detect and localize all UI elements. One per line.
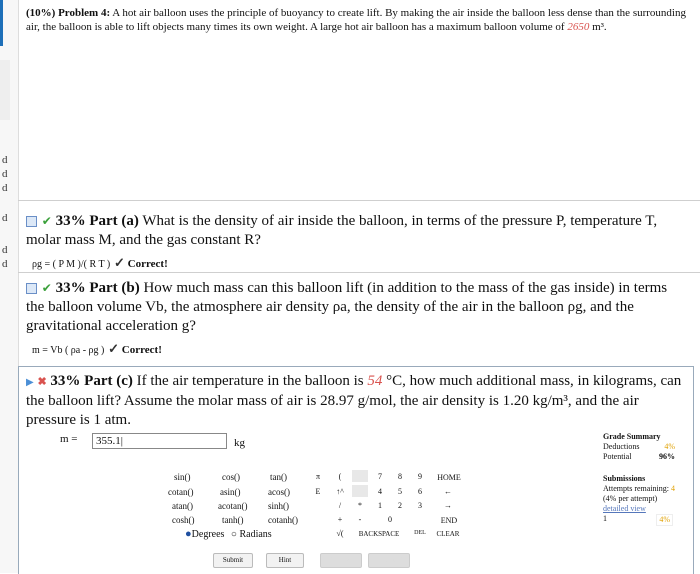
part-c-question-pre: If the air temperature in the balloon is bbox=[136, 373, 364, 389]
problem-text: A hot air balloon uses the principle of buoyancy to create lift. By making the air inside the balloon less dense than the surrounding air, the balloon is able to lift objects many times its own weight. A large hot air balloon has a maximum balloon volume of bbox=[26, 7, 686, 33]
func-tan[interactable]: tan() bbox=[270, 472, 287, 482]
func-sinh[interactable]: sinh() bbox=[268, 501, 289, 511]
key-8[interactable]: 8 bbox=[398, 472, 402, 481]
attempts-value: 4 bbox=[671, 484, 675, 493]
give-up-button[interactable]: I give up! bbox=[368, 553, 410, 568]
left-accent-bar bbox=[0, 0, 3, 46]
problem-label: (10%) Problem 4: bbox=[26, 7, 111, 19]
hint-button[interactable]: Hint bbox=[266, 553, 304, 568]
left-arrow-key[interactable]: ← bbox=[444, 487, 452, 496]
key-7[interactable]: 7 bbox=[378, 472, 382, 481]
part-a-header: 33% Part (a) bbox=[55, 213, 139, 229]
part-b-answer: m = Vb ( ρa - ρg ) bbox=[32, 345, 105, 356]
left-fragment: d bbox=[2, 258, 8, 270]
left-fragment: d bbox=[2, 168, 8, 180]
attempts-text: Attempts remaining: bbox=[603, 484, 669, 493]
detailed-view-link[interactable]: detailed view bbox=[603, 504, 646, 513]
answer-input[interactable]: 355.1| bbox=[92, 433, 227, 449]
left-fragment: d bbox=[2, 244, 8, 256]
key-0[interactable]: 0 bbox=[388, 515, 392, 524]
checkmark-icon: ✓ bbox=[108, 341, 120, 356]
part-b-header: 33% Part (b) bbox=[55, 280, 140, 296]
func-sin[interactable]: sin() bbox=[174, 472, 191, 482]
func-cos[interactable]: cos() bbox=[222, 472, 240, 482]
key-plus[interactable]: + bbox=[337, 515, 343, 524]
func-cotan[interactable]: cotan() bbox=[168, 487, 194, 497]
play-triangle-icon[interactable]: ▶ bbox=[26, 377, 34, 388]
feedback-button[interactable]: Feedback bbox=[320, 553, 362, 568]
part-b bbox=[26, 279, 686, 360]
part-c-question-post: °C, how much additional mass, in kilograms, can the balloon lift? Assume the molar mass of air is 28.97 g/mol, the air density is 1.20 kg/m³, and the air pressure is 1 atm. bbox=[26, 373, 682, 428]
key-blank[interactable] bbox=[352, 485, 368, 497]
func-atan[interactable]: atan() bbox=[172, 501, 193, 511]
left-fragment: d bbox=[2, 212, 8, 224]
func-tanh[interactable]: tanh() bbox=[222, 515, 244, 525]
divider bbox=[18, 200, 700, 201]
answer-label: m = bbox=[60, 433, 78, 445]
expand-icon[interactable] bbox=[26, 283, 37, 294]
part-a-status bbox=[113, 255, 168, 270]
per-attempt: (4% per attempt) bbox=[603, 494, 658, 503]
grade-summary-title: Grade Summary bbox=[603, 432, 661, 441]
func-cotanh[interactable]: cotanh() bbox=[268, 515, 298, 525]
part-c-header: 33% Part (c) bbox=[50, 373, 133, 389]
submission-percent: 4% bbox=[656, 514, 673, 526]
key-home[interactable]: HOME bbox=[437, 473, 461, 482]
degrees-label: Degrees bbox=[191, 529, 225, 540]
check-icon: ✔ bbox=[41, 281, 52, 295]
key-2[interactable]: 2 bbox=[398, 501, 402, 510]
radio-selected-icon[interactable]: ● bbox=[185, 528, 192, 540]
expand-icon[interactable] bbox=[26, 216, 37, 227]
key-backspace[interactable]: BACKSPACE bbox=[358, 530, 400, 538]
radians-label: Radians bbox=[239, 529, 272, 540]
key-4[interactable]: 4 bbox=[378, 487, 382, 496]
key-pi[interactable]: π bbox=[315, 472, 321, 481]
potential-value: 96% bbox=[659, 452, 675, 461]
key-del[interactable]: DEL bbox=[414, 530, 426, 536]
key-1[interactable]: 1 bbox=[378, 501, 382, 510]
left-fragment: d bbox=[2, 182, 8, 194]
key-open-paren[interactable]: ( bbox=[338, 472, 342, 481]
problem-statement bbox=[26, 0, 692, 34]
func-acos[interactable]: acos() bbox=[268, 487, 290, 497]
balloon-volume-unit: m³. bbox=[592, 21, 607, 33]
part-b-status bbox=[108, 341, 162, 356]
part-b-question: How much mass can this balloon lift (in addition to the mass of the gas inside) in terms the balloon volume Vb, the atmosphere air density ρa, the density of the air in the balloon ρg, and the gravitational acceleration g? bbox=[26, 280, 668, 334]
deductions-label: Deductions bbox=[603, 442, 640, 451]
left-gray-block bbox=[0, 60, 10, 120]
part-a-answer: ρg = ( P M )/( R T ) bbox=[32, 259, 111, 270]
part-c bbox=[26, 372, 686, 430]
func-cosh[interactable]: cosh() bbox=[172, 515, 195, 525]
wrong-x-icon: ✖ bbox=[37, 376, 47, 388]
submit-button[interactable]: Submit bbox=[213, 553, 253, 568]
checkmark-icon: ✓ bbox=[113, 255, 125, 270]
part-c-temperature: 54 bbox=[367, 373, 383, 389]
grade-summary bbox=[603, 432, 693, 526]
key-divide[interactable]: / bbox=[338, 501, 342, 510]
key-power[interactable]: ↑^ bbox=[336, 487, 344, 496]
part-a-question: What is the density of air inside the balloon, in terms of the pressure P, temperature T, molar mass M, and the gas constant R? bbox=[26, 213, 658, 248]
key-multiply[interactable]: * bbox=[358, 501, 362, 510]
key-clear[interactable]: CLEAR bbox=[436, 530, 460, 538]
left-fragment: d bbox=[2, 154, 8, 166]
key-minus[interactable]: - bbox=[358, 515, 362, 524]
key-3[interactable]: 3 bbox=[418, 501, 422, 510]
func-asin[interactable]: asin() bbox=[220, 487, 241, 497]
key-sqrt[interactable]: √( bbox=[336, 529, 344, 538]
answer-unit: kg bbox=[234, 437, 245, 449]
left-navigation-strip bbox=[0, 0, 19, 573]
angle-mode bbox=[185, 528, 272, 540]
part-a-status-text: Correct! bbox=[127, 258, 168, 270]
part-b-status-text: Correct! bbox=[121, 344, 162, 356]
radio-empty-icon[interactable]: ○ bbox=[230, 529, 237, 540]
func-acotan[interactable]: acotan() bbox=[218, 501, 248, 511]
submission-index: 1 bbox=[603, 514, 607, 523]
potential-label: Potential bbox=[603, 452, 632, 461]
key-5[interactable]: 5 bbox=[398, 487, 402, 496]
problem-panel bbox=[26, 0, 692, 34]
key-blank[interactable] bbox=[352, 470, 368, 482]
divider bbox=[18, 272, 700, 273]
key-6[interactable]: 6 bbox=[418, 487, 422, 496]
deductions-value: 4% bbox=[664, 442, 675, 451]
balloon-volume-value: 2650 bbox=[567, 21, 590, 33]
submissions-title: Submissions bbox=[603, 474, 646, 483]
check-icon: ✔ bbox=[41, 214, 52, 228]
right-arrow-key[interactable]: → bbox=[444, 501, 452, 510]
key-end[interactable]: END bbox=[440, 516, 458, 525]
key-9[interactable]: 9 bbox=[418, 472, 422, 481]
key-e[interactable]: E bbox=[315, 487, 321, 496]
part-a bbox=[26, 212, 686, 274]
